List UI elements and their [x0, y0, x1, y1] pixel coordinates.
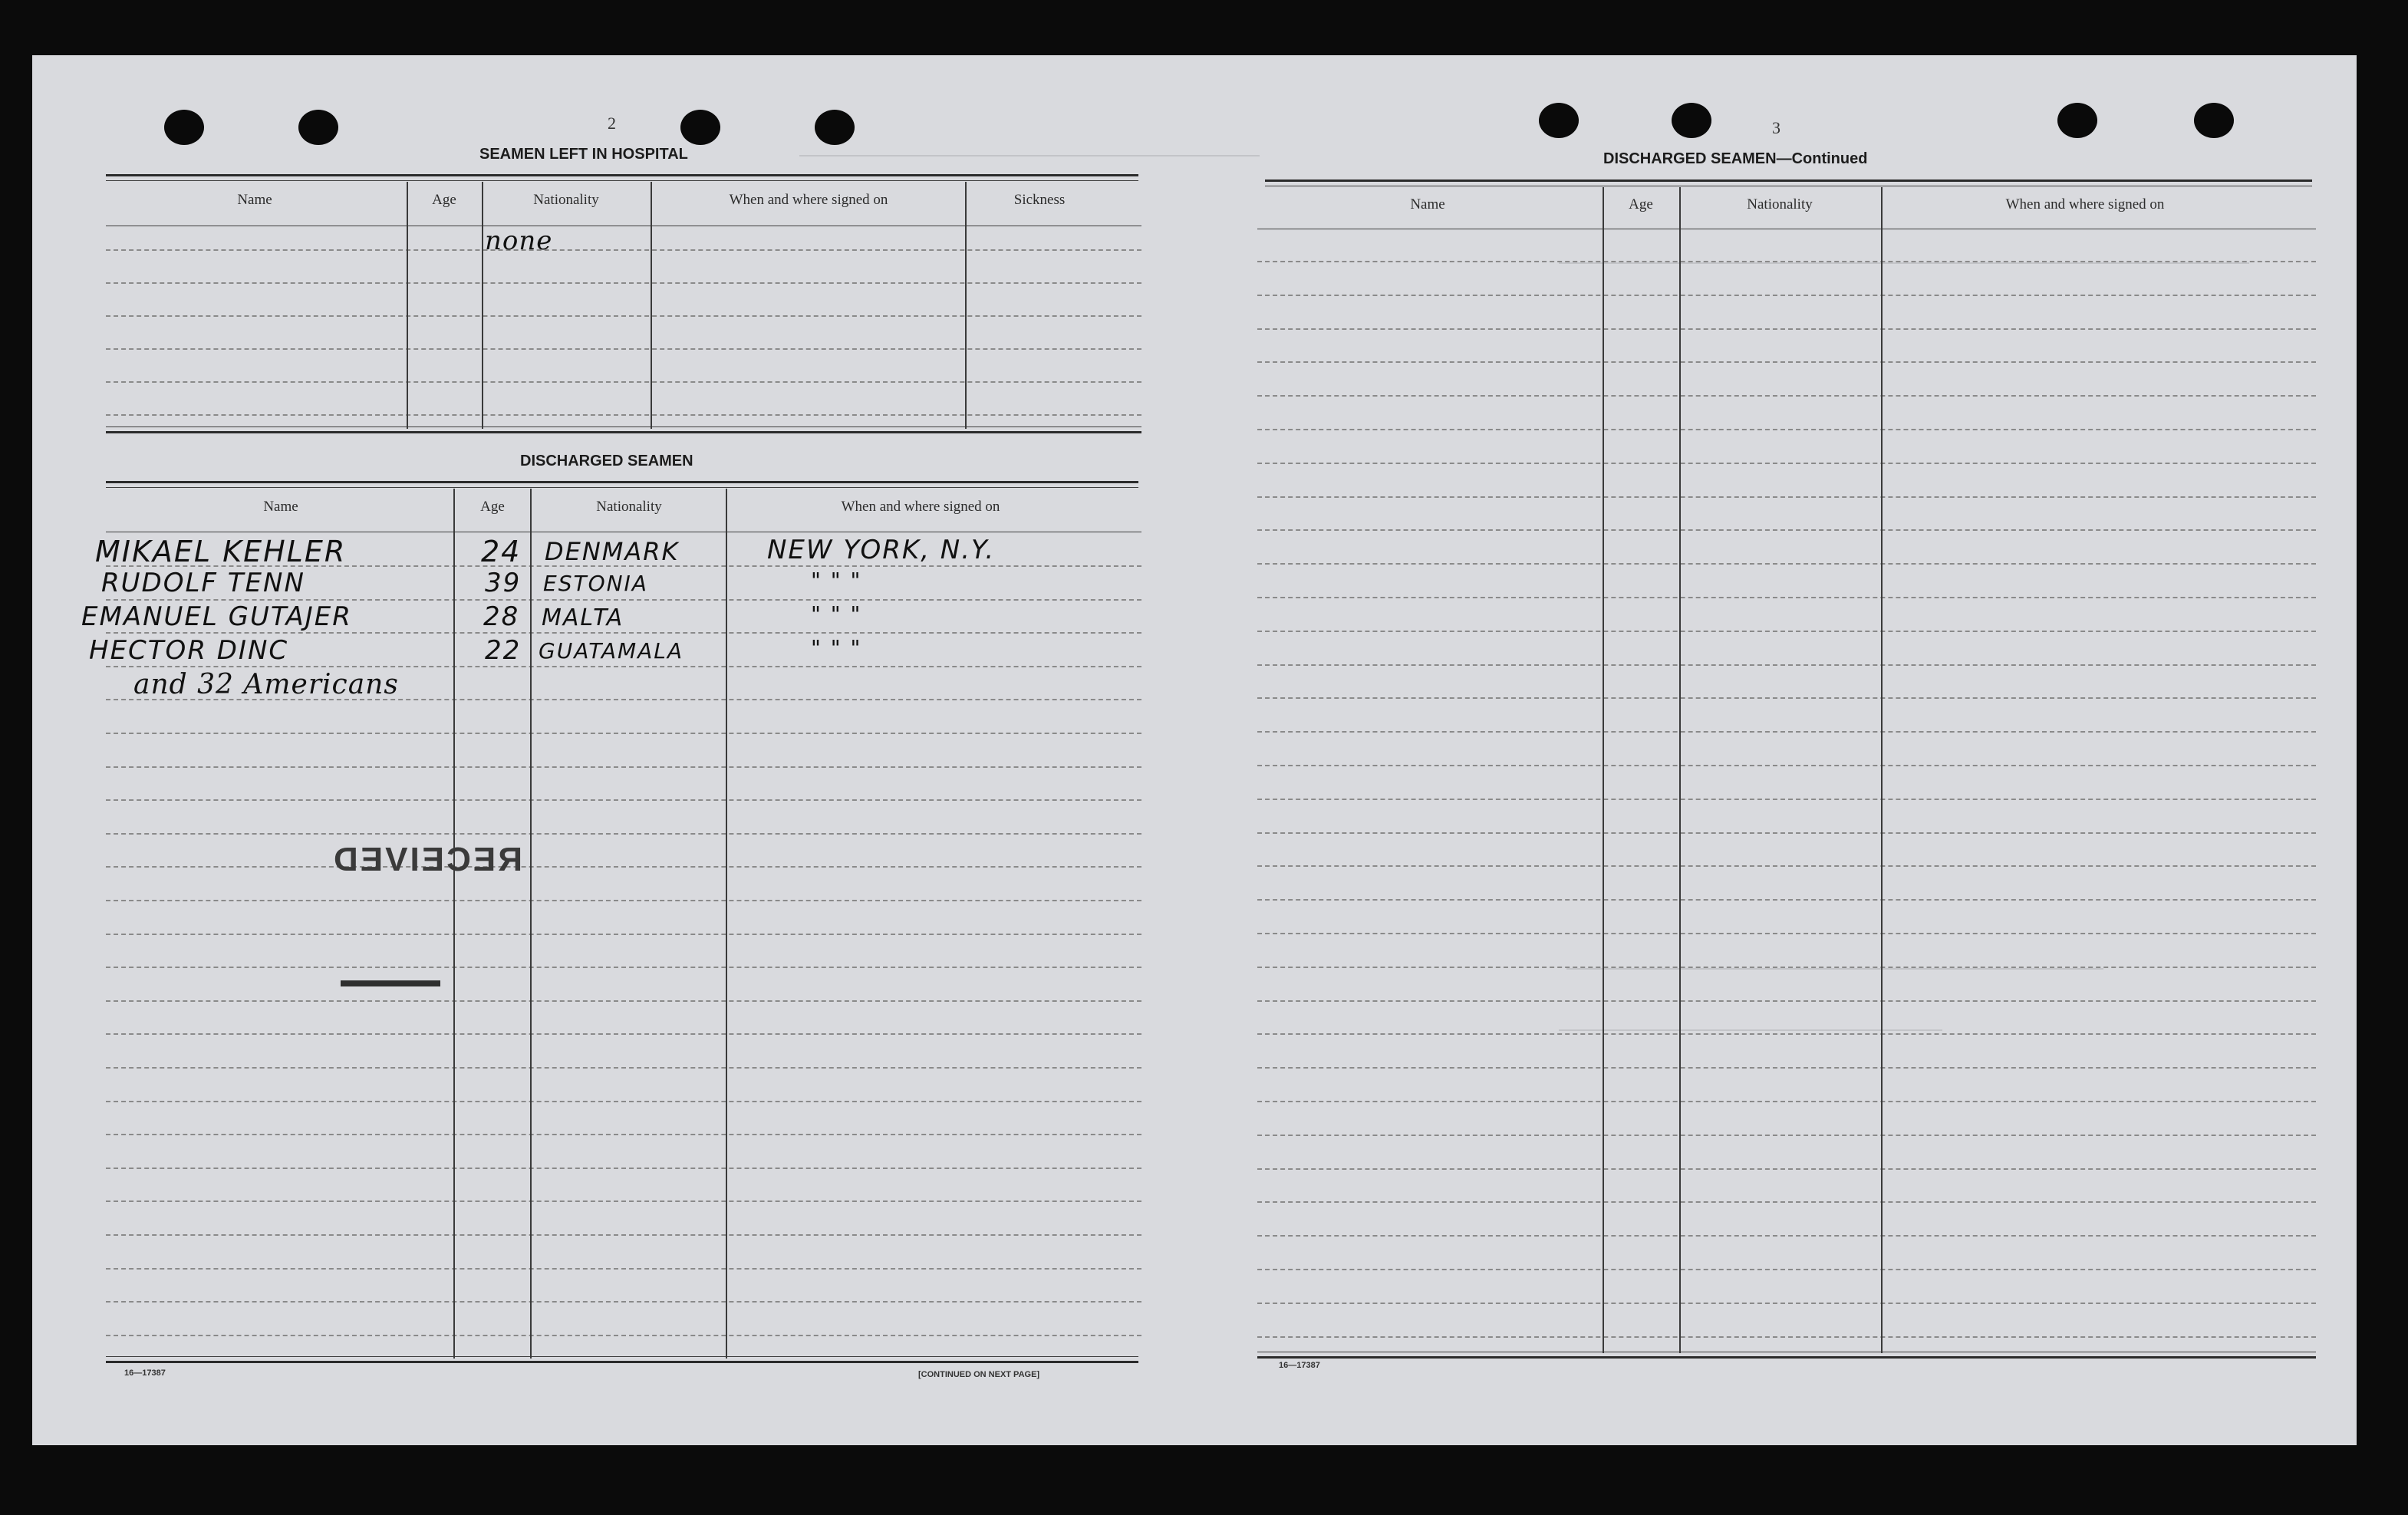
- ruled-line: [1257, 361, 2316, 363]
- ruled-line: [106, 1101, 1141, 1102]
- ruled-line: [1257, 865, 2316, 867]
- ruled-line: [1257, 261, 2316, 262]
- ruled-line: [1257, 697, 2316, 699]
- ruled-line: [106, 833, 1141, 835]
- discharged-section-title: DISCHARGED SEAMEN: [520, 453, 693, 469]
- ruled-line: [1257, 631, 2316, 632]
- ruled-line: [1257, 1135, 2316, 1136]
- hospital-col-sickness: Sickness: [1013, 192, 1066, 208]
- ruled-line: [106, 967, 1141, 968]
- ruled-line: [1257, 1101, 2316, 1102]
- ruled-line: [106, 1200, 1141, 1202]
- ruled-line: [1257, 1067, 2316, 1069]
- ruled-line: [1257, 1000, 2316, 1002]
- ruled-line: [1257, 429, 2316, 430]
- americans-note: and 32 Americans: [133, 669, 399, 700]
- hospital-col-name: Name: [237, 192, 272, 208]
- punch-hole: [298, 110, 338, 145]
- punch-hole: [2057, 103, 2097, 138]
- hospital-entry-none: none: [485, 226, 553, 256]
- seaman-signed-on: NEW YORK, N.Y.: [767, 535, 996, 565]
- ruled-line: [106, 1168, 1141, 1169]
- ruled-line: [1257, 597, 2316, 598]
- ruled-line: [106, 766, 1141, 768]
- ruled-line: [1257, 1336, 2316, 1338]
- stamp-mark: ▬▬▬▬▬: [341, 968, 440, 991]
- seaman-name: MIKAEL KEHLER: [95, 535, 347, 568]
- seaman-age: 39: [485, 568, 522, 598]
- discharged-col-age: Age: [480, 499, 505, 515]
- seaman-nationality: MALTA: [542, 604, 624, 631]
- hospital-section-title: SEAMEN LEFT IN HOSPITAL: [479, 146, 688, 163]
- ruled-line: [1257, 563, 2316, 565]
- ruled-line: [1257, 529, 2316, 531]
- ruled-line: [1257, 899, 2316, 901]
- ruled-line: [106, 1033, 1141, 1035]
- seaman-name: RUDOLF TENN: [101, 568, 305, 598]
- ruled-line: [106, 1234, 1141, 1236]
- hospital-col-nationality: Nationality: [533, 192, 599, 208]
- discharged-col-nationality: Nationality: [596, 499, 662, 515]
- document-sheet: [32, 55, 2357, 1445]
- seaman-signed-on: " " ": [811, 601, 862, 627]
- seaman-age: 28: [483, 601, 520, 632]
- ruled-line: [1257, 496, 2316, 498]
- ruled-line: [106, 1268, 1141, 1270]
- received-stamp: RECEIVED: [331, 841, 522, 878]
- ruled-line: [1257, 832, 2316, 834]
- ruled-line: [106, 900, 1141, 901]
- punch-hole: [164, 110, 204, 145]
- ruled-line: [1257, 1201, 2316, 1203]
- continued-note: [CONTINUED ON NEXT PAGE]: [918, 1370, 1040, 1379]
- ruled-line: [1257, 328, 2316, 330]
- ruled-line: [106, 666, 1141, 667]
- ruled-line: [106, 1301, 1141, 1303]
- discharged-col-signed-on: When and where signed on: [841, 499, 1000, 515]
- form-number: 16—17387: [124, 1368, 166, 1378]
- seaman-name: HECTOR DINC: [89, 635, 289, 666]
- punch-hole: [815, 110, 855, 145]
- ruled-line: [1257, 765, 2316, 766]
- seaman-nationality: GUATAMALA: [539, 638, 684, 664]
- ruled-line: [1257, 463, 2316, 464]
- ruled-line: [106, 1000, 1141, 1002]
- continued-col-signed-on: When and where signed on: [2005, 196, 2165, 212]
- punch-hole: [680, 110, 720, 145]
- ruled-line: [106, 733, 1141, 734]
- punch-hole: [1672, 103, 1711, 138]
- hospital-col-age: Age: [432, 192, 456, 208]
- ruled-line: [1257, 1033, 2316, 1035]
- seaman-age: 22: [485, 635, 522, 666]
- seaman-nationality: ESTONIA: [543, 571, 648, 596]
- ruled-line: [1257, 395, 2316, 397]
- page-number: 2: [608, 114, 616, 133]
- discharged-col-name: Name: [263, 499, 298, 515]
- ruled-line: [106, 1134, 1141, 1135]
- ruled-line: [106, 1067, 1141, 1069]
- ruled-line: [106, 866, 1141, 868]
- ruled-line: [1257, 1269, 2316, 1270]
- ruled-line: [1257, 933, 2316, 934]
- ruled-line: [1257, 967, 2316, 968]
- ruled-line: [1257, 1303, 2316, 1304]
- continued-col-name: Name: [1410, 196, 1445, 212]
- seaman-signed-on: " " ": [811, 635, 862, 660]
- seaman-age: 24: [481, 535, 522, 568]
- ruled-line: [1257, 1168, 2316, 1170]
- discharged-continued-title: DISCHARGED SEAMEN—Continued: [1603, 150, 1868, 167]
- ruled-line: [106, 599, 1141, 601]
- ruled-line: [106, 799, 1141, 801]
- ruled-line: [1257, 731, 2316, 733]
- ruled-line: [1257, 664, 2316, 666]
- ruled-line: [106, 1335, 1141, 1336]
- punch-hole: [2194, 103, 2234, 138]
- page-number: 3: [1772, 118, 1780, 137]
- form-number: 16—17387: [1279, 1361, 1320, 1370]
- ruled-line: [106, 632, 1141, 634]
- ruled-line: [1257, 295, 2316, 296]
- ruled-line: [106, 934, 1141, 935]
- hospital-col-signed-on: When and where signed on: [729, 192, 888, 208]
- seaman-nationality: DENMARK: [545, 537, 680, 566]
- ruled-line: [1257, 799, 2316, 800]
- seaman-name: EMANUEL GUTAJER: [81, 601, 352, 632]
- continued-col-age: Age: [1629, 196, 1653, 212]
- ruled-line: [1257, 1235, 2316, 1237]
- continued-col-nationality: Nationality: [1747, 196, 1813, 212]
- punch-hole: [1539, 103, 1579, 138]
- seaman-signed-on: " " ": [811, 568, 862, 593]
